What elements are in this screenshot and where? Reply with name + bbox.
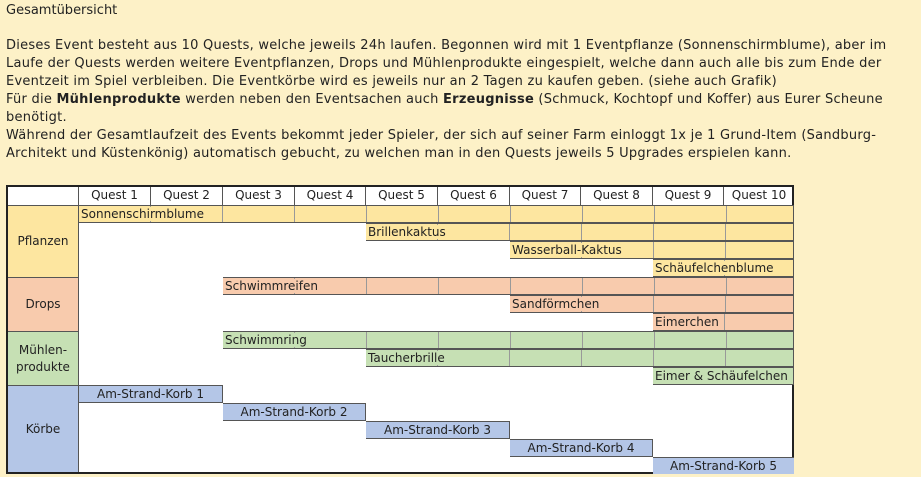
bar-eimerchen [653,313,794,331]
label-taucherbrille: Taucherbrille [368,351,445,365]
label-brillenkaktus: Brillenkaktus [368,225,446,239]
label-wasserball-kaktus: Wasserball-Kaktus [512,243,622,257]
page-title: Gesamtübersicht [6,3,118,18]
bar-wasserball-kaktus [510,241,794,259]
category-muehlenprodukte: Mühlen- produkte [8,331,79,385]
header-quest-1: Quest 1 [79,187,151,205]
label-schwimmring: Schwimmring [225,333,307,347]
label-eimer-schaeufelchen: Eimer & Schäufelchen [655,369,788,383]
bar-korb-1: Am-Strand-Korb 1 [79,385,223,403]
header-quest-6: Quest 6 [438,187,510,205]
bar-eimer-schaeufelchen [653,367,794,385]
bar-korb-4: Am-Strand-Korb 4 [510,439,653,457]
label-eimerchen: Eimerchen [655,315,719,329]
label-schaeufelchenblume: Schäufelchenblume [655,261,774,275]
quest-timeline-table [6,185,794,474]
label-sandfoermchen: Sandförmchen [512,297,600,311]
bar-schwimmreifen [223,277,794,295]
bar-brillenkaktus [366,223,794,241]
header-quest-10: Quest 10 [731,188,787,202]
bar-schwimmring [223,331,794,349]
bar-taucherbrille [366,349,794,367]
header-empty [8,187,79,205]
header-quest-3: Quest 3 [223,187,295,205]
category-koerbe: Körbe [8,385,79,472]
header-quest-4: Quest 4 [295,187,366,205]
paragraph-2-e: (Schmuck, Kochtopf und Koffer) aus Eurer Scheune benötigt. [6,92,883,125]
category-pflanzen: Pflanzen [8,205,79,277]
paragraph-1: Dieses Event besteht aus 10 Quests, welche jeweils 24h laufen. Begonnen wird mit 1 Eventpflanze (Sonnenschirmblume), aber im Laufe der Quests werden weitere Eventpflanzen, Drops und Mühlenprodukte eingespielt, welche dann auch alle bis zum Ende der Eventzeit im Spiel verbleiben. Die Eventkörbe wird es jeweils nur an 2 Tagen zu kaufen geben. (siehe auch Grafik) [6,38,887,89]
label-schwimmreifen: Schwimmreifen [225,279,318,293]
bar-sonnenschirmblume [79,205,794,223]
category-drops: Drops [8,277,79,331]
paragraph-2-bold-2: Erzeugnisse [443,92,535,107]
header-quest-5: Quest 5 [366,187,438,205]
bar-schaeufelchenblume [653,259,794,277]
header-quest-9: Quest 9 [653,187,724,205]
paragraph-2-bold-1: Mühlenprodukte [56,92,181,107]
bar-korb-3: Am-Strand-Korb 3 [366,421,510,439]
bar-korb-5: Am-Strand-Korb 5 [653,457,794,474]
label-sonnenschirmblume: Sonnenschirmblume [81,207,204,221]
bar-korb-2: Am-Strand-Korb 2 [223,403,366,421]
header-quest-7: Quest 7 [510,187,581,205]
paragraph-2-a: Für die [6,92,57,107]
header-quest-8: Quest 8 [581,187,653,205]
paragraph-3: Während der Gesamtlaufzeit des Events bekommt jeder Spieler, der sich auf seiner Farm einloggt 1x je 1 Grund-Item (Sandburg-Architekt und Küstenkönig) automatisch gebucht, zu welchen man in den Quests jeweils 5 Upgrades erspielen kann. [6,128,877,161]
bar-sandfoermchen [510,295,794,313]
description [6,37,911,163]
paragraph-2-c: werden neben den Eventsachen auch [180,92,444,107]
header-quest-2: Quest 2 [151,187,223,205]
